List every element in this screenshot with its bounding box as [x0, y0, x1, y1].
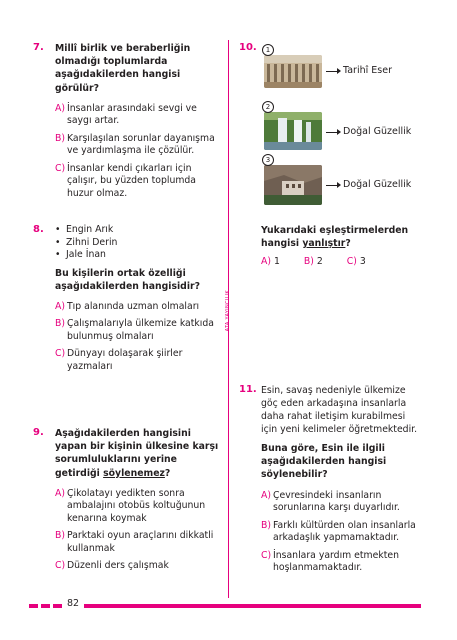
option-letter: C) — [55, 560, 66, 572]
option-b[interactable] — [55, 530, 221, 555]
footer-bar-line — [84, 604, 421, 608]
option-a[interactable] — [55, 103, 221, 128]
option-b[interactable] — [55, 318, 221, 343]
option-text: İnsanlara yardım etmekten hoşlanmamaktadır. — [273, 549, 399, 574]
question-stem: Millî birlik ve beraberliğin olmadığı toplumlarda aşağıdakilerden hangisi görülür? — [55, 43, 191, 94]
page-number: 82 — [67, 598, 80, 609]
option-text: Düzenli ders çalışmak — [67, 560, 169, 572]
option-text: Dünyayı dolaşarak şiirler yazmaları — [67, 348, 183, 372]
option-text: Farklı kültürden olan insanlarla arkadaşlık yapmamaktadır. — [273, 519, 416, 544]
option-letter: B) — [55, 530, 66, 542]
option-text: 2 — [316, 256, 323, 268]
photo-waterfall — [264, 112, 322, 150]
stem-text: Yukarıdaki eşleştirmelerden hangisi — [261, 225, 409, 250]
question-9 — [33, 427, 221, 573]
arrow-icon — [326, 185, 338, 186]
stem-end: ? — [345, 238, 351, 250]
option-letter: A) — [261, 256, 271, 268]
option-text: Parktaki oyun araçlarını dikkatli kullanmak — [67, 530, 214, 554]
option-c[interactable] — [55, 348, 221, 373]
option-letter: B) — [55, 132, 66, 144]
option-a[interactable] — [55, 301, 221, 314]
photo-historical-ruins — [264, 55, 322, 88]
option-c[interactable] — [55, 163, 221, 201]
option-letter: A) — [55, 102, 65, 114]
question-number: 9. — [33, 427, 44, 438]
question-10 — [239, 42, 421, 222]
option-text: Tıp alanında uzman olmaları — [67, 300, 200, 312]
match-label: Doğal Güzellik — [343, 179, 412, 190]
question-10-stem — [239, 224, 421, 267]
people-list — [55, 224, 221, 262]
question-stem — [261, 224, 421, 250]
question-number: 11. — [239, 384, 257, 395]
option-text: 1 — [273, 256, 280, 268]
option-letter: C) — [346, 256, 357, 268]
question-7 — [33, 42, 221, 200]
photo-cliff-monastery — [264, 165, 322, 205]
question-passage: Esin, savaş nedeniyle ülkemize göç eden arkadaşına insanlarla daha rahat iletişim kurabilmesi için yeni kelimeler öğretmektedir. — [261, 385, 418, 435]
list-item: • Engin Arık — [55, 224, 221, 237]
option-text: Çevresindeki insanların sorunlarına karşı duyarlıdır. — [273, 489, 400, 514]
footer-bar-segment — [41, 604, 50, 608]
option-text: İnsanlar kendi çıkarları için çalışır, bu yüzden toplumda huzur olmaz. — [67, 162, 196, 199]
stem-emphasis: yanlıştır — [302, 238, 346, 250]
option-text: İnsanlar arasındaki sevgi ve saygı artar. — [67, 102, 197, 127]
arrow-icon — [326, 71, 338, 72]
item-number: 1 — [262, 44, 274, 56]
option-b[interactable] — [304, 256, 323, 267]
question-number: 10. — [239, 42, 257, 53]
option-text: Çalışmalarıyla ülkemize katkıda bulunmuş olmaları — [67, 318, 214, 342]
option-b[interactable] — [261, 520, 421, 545]
match-label: Tarihî Eser — [343, 65, 392, 76]
question-stem: Bu kişilerin ortak özelliği aşağıdakilerden hangisidir? — [55, 267, 201, 292]
option-text: 3 — [359, 256, 366, 268]
match-label: Doğal Güzellik — [343, 126, 412, 137]
option-letter: C) — [55, 348, 66, 360]
option-c[interactable] — [347, 256, 366, 267]
option-letter: C) — [261, 549, 272, 561]
footer-bar-segment — [53, 604, 62, 608]
option-b[interactable] — [55, 133, 221, 158]
question-stem: Buna göre, Esin ile ilgili aşağıdakilerden hangisi söylenebilir? — [261, 443, 387, 481]
option-letter: A) — [55, 487, 65, 499]
option-a[interactable] — [261, 256, 280, 267]
option-letter: B) — [55, 318, 66, 330]
option-letter: B) — [261, 519, 272, 531]
item-number: 2 — [262, 101, 274, 113]
list-item: • Jale İnan — [55, 249, 221, 262]
stem-emphasis: söylenemez — [103, 467, 165, 479]
option-c[interactable] — [55, 560, 221, 573]
stem-text: Aşağıdakilerden hangisini yapan bir kişinin ülkesine karşı sorumluluklarını yerine getirdiği — [55, 428, 219, 479]
option-a[interactable] — [261, 490, 421, 515]
option-letter: A) — [261, 489, 271, 501]
option-text: Çikolatayı yedikten sonra ambalajını otobüs koltuğunun kenarına koymak — [67, 487, 206, 524]
stem-end: ? — [164, 467, 171, 479]
question-11 — [239, 384, 421, 575]
option-letter: A) — [55, 300, 65, 312]
question-8 — [33, 224, 221, 373]
arrow-icon — [326, 132, 338, 133]
option-letter: B) — [303, 256, 314, 268]
option-c[interactable] — [261, 550, 421, 575]
question-number: 7. — [33, 42, 44, 53]
option-letter: C) — [55, 162, 66, 174]
publisher-mark: ATA YAYINCILIK — [225, 290, 231, 332]
question-number: 8. — [33, 224, 44, 235]
question-stem — [55, 427, 221, 480]
option-text: Karşılaşılan sorunlar dayanışma ve yardımlaşma ile çözülür. — [67, 132, 215, 157]
answer-options — [261, 256, 421, 267]
item-number: 3 — [262, 154, 274, 166]
list-item: • Zihni Derin — [55, 237, 221, 250]
option-a[interactable] — [55, 488, 221, 526]
footer-bar-segment — [29, 604, 38, 608]
